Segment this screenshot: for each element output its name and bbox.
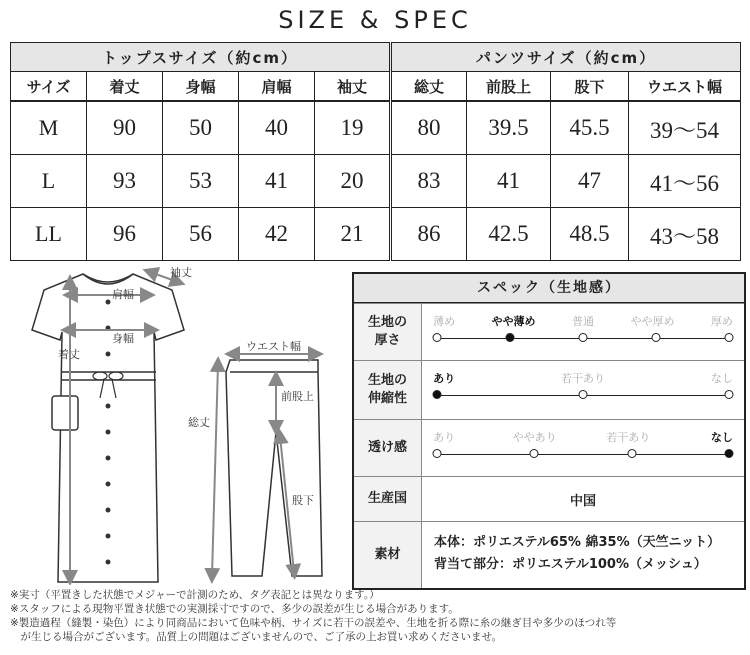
spec-header: スペック（生地感） bbox=[354, 274, 744, 303]
table-row bbox=[11, 155, 741, 208]
table-cell: 45.5 bbox=[551, 101, 629, 155]
material-line-1: 本体：ポリエステル65% 綿35%（天竺ニット） bbox=[434, 535, 721, 550]
rise-label: 前股上 bbox=[281, 390, 314, 403]
table-cell: 56 bbox=[163, 208, 239, 261]
stretch-label-1: 生地の bbox=[367, 373, 407, 388]
scale-option: 薄め bbox=[433, 315, 456, 328]
table-cell: 39.5 bbox=[467, 101, 551, 155]
scale-dot bbox=[579, 333, 588, 342]
table-cell: L bbox=[11, 155, 87, 208]
note-line: ※スタッフによる現物平置き状態での実測採寸ですので、多少の誤差が生じる場合があります。 bbox=[10, 603, 459, 615]
shoulder-label: 肩幅 bbox=[112, 288, 134, 301]
scale-dot-selected bbox=[432, 390, 441, 399]
scale-dot-selected bbox=[725, 449, 734, 458]
scale-dot-selected bbox=[505, 333, 514, 342]
scale-option: あり bbox=[433, 372, 456, 385]
table-row bbox=[11, 208, 741, 261]
origin-label: 生産国 bbox=[354, 477, 422, 521]
scale-option: なし bbox=[710, 372, 733, 385]
column-header: サイズ bbox=[11, 72, 87, 102]
waist-label: ウエスト幅 bbox=[246, 340, 301, 353]
measurement-diagram bbox=[0, 260, 345, 585]
scale-line bbox=[438, 454, 728, 455]
table-cell: LL bbox=[11, 208, 87, 261]
column-header: ウエスト幅 bbox=[629, 72, 741, 102]
scale-option: 厚め bbox=[710, 315, 733, 328]
total-length-label: 総丈 bbox=[188, 416, 210, 429]
sleeve-label: 袖丈 bbox=[170, 266, 192, 279]
column-header: 前股上 bbox=[467, 72, 551, 102]
table-cell: 41〜56 bbox=[629, 155, 741, 208]
material-line-2: 背当て部分：ポリエステル100%（メッシュ） bbox=[434, 557, 707, 572]
table-cell: M bbox=[11, 101, 87, 155]
thickness-label bbox=[354, 304, 422, 360]
table-cell: 48.5 bbox=[551, 208, 629, 261]
table-cell: 43〜58 bbox=[629, 208, 741, 261]
tops-size-header: トップスサイズ（約cm） bbox=[11, 43, 391, 72]
size-table bbox=[10, 42, 741, 261]
scale-dot bbox=[627, 449, 636, 458]
scale-dot bbox=[579, 390, 588, 399]
sheer-scale bbox=[422, 420, 744, 476]
table-cell: 19 bbox=[315, 101, 391, 155]
table-cell: 96 bbox=[87, 208, 163, 261]
scale-dot bbox=[432, 449, 441, 458]
note-line: が生じる場合がございます。品質上の問題はございませんので、ご了承の上お買い求めくださいませ。 bbox=[10, 631, 503, 643]
table-cell: 47 bbox=[551, 155, 629, 208]
note-line: ※実寸（平置きした状態でメジャーで計測のため、タグ表記とは異なります。） bbox=[10, 589, 380, 601]
column-header: 袖丈 bbox=[315, 72, 391, 102]
material-label: 素材 bbox=[354, 522, 422, 588]
length-label: 着丈 bbox=[58, 348, 80, 361]
column-header: 股下 bbox=[551, 72, 629, 102]
table-cell: 93 bbox=[87, 155, 163, 208]
scale-dot bbox=[530, 449, 539, 458]
stretch-scale bbox=[422, 361, 744, 419]
column-header: 総丈 bbox=[391, 72, 467, 102]
table-cell: 21 bbox=[315, 208, 391, 261]
thickness-label-2: 厚さ bbox=[374, 333, 401, 348]
thickness-scale bbox=[422, 304, 744, 360]
table-cell: 86 bbox=[391, 208, 467, 261]
spec-row-thickness bbox=[354, 303, 744, 360]
column-header: 身幅 bbox=[163, 72, 239, 102]
column-header: 肩幅 bbox=[239, 72, 315, 102]
width-label: 身幅 bbox=[112, 332, 134, 345]
spec-row-sheer bbox=[354, 419, 744, 476]
table-cell: 90 bbox=[87, 101, 163, 155]
spec-row-origin bbox=[354, 476, 744, 521]
column-header: 着丈 bbox=[87, 72, 163, 102]
table-cell: 83 bbox=[391, 155, 467, 208]
table-cell: 39〜54 bbox=[629, 101, 741, 155]
scale-option: やや厚め bbox=[630, 315, 675, 328]
pants-size-header: パンツサイズ（約cm） bbox=[391, 43, 741, 72]
table-cell: 42.5 bbox=[467, 208, 551, 261]
scale-option: 普通 bbox=[572, 315, 594, 328]
table-cell: 80 bbox=[391, 101, 467, 155]
scale-option: あり bbox=[433, 431, 456, 444]
table-cell: 20 bbox=[315, 155, 391, 208]
notes bbox=[10, 588, 745, 644]
table-cell: 40 bbox=[239, 101, 315, 155]
scale-option: 若干あり bbox=[606, 431, 651, 444]
material-value bbox=[434, 532, 720, 576]
scale-dot bbox=[725, 333, 734, 342]
scale-dot bbox=[432, 333, 441, 342]
sheer-label: 透け感 bbox=[354, 420, 422, 476]
scale-option: やや薄め bbox=[491, 315, 536, 328]
table-cell: 50 bbox=[163, 101, 239, 155]
stretch-label-2: 伸縮性 bbox=[367, 391, 407, 406]
table-row bbox=[11, 101, 741, 155]
table-cell: 41 bbox=[467, 155, 551, 208]
spec-row-stretch bbox=[354, 360, 744, 419]
origin-value: 中国 bbox=[569, 493, 596, 509]
table-cell: 53 bbox=[163, 155, 239, 208]
scale-dot bbox=[725, 390, 734, 399]
page-title: SIZE & SPEC bbox=[278, 6, 472, 34]
scale-option: 若干あり bbox=[561, 372, 605, 385]
table-cell: 41 bbox=[239, 155, 315, 208]
table-cell: 42 bbox=[239, 208, 315, 261]
scale-option: なし bbox=[710, 431, 733, 444]
note-line: ※製造過程（縫製・染色）により同商品において色味や柄、サイズに若干の誤差や、生地を折る際に糸の継ぎ目や多少のほつれ等 bbox=[10, 617, 617, 629]
scale-dot bbox=[652, 333, 661, 342]
thickness-label-1: 生地の bbox=[367, 315, 407, 330]
spec-row-material bbox=[354, 521, 744, 588]
stretch-label bbox=[354, 361, 422, 419]
scale-option: ややあり bbox=[512, 431, 557, 444]
spec-panel bbox=[352, 272, 746, 590]
inseam-label: 股下 bbox=[292, 494, 314, 507]
